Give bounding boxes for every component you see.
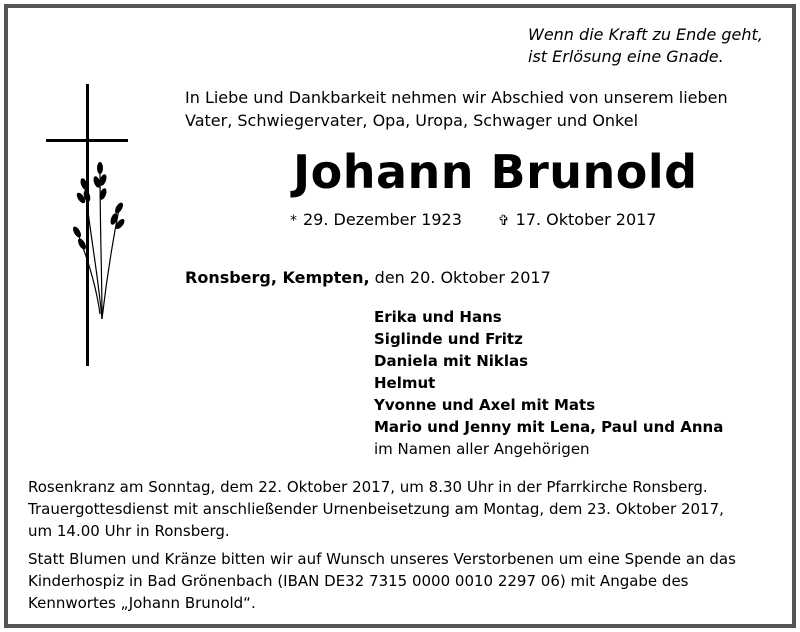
death-date: 17. Oktober 2017 bbox=[515, 210, 657, 229]
family-member: Daniela mit Niklas bbox=[374, 352, 529, 370]
family-list bbox=[374, 306, 723, 460]
donation-line: Kinderhospiz in Bad Grönenbach (IBAN DE32 7315 0000 0010 2297 06) mit Angabe des bbox=[28, 572, 689, 590]
bottom-text bbox=[28, 476, 776, 614]
birth-date: 29. Dezember 1923 bbox=[303, 210, 462, 229]
donation-line: Kennwortes „Johann Brunold“. bbox=[28, 594, 256, 612]
birth-symbol: * bbox=[290, 213, 297, 229]
family-member: Mario und Jenny mit Lena, Paul und Anna bbox=[374, 418, 724, 436]
deceased-name: Johann Brunold bbox=[293, 145, 698, 199]
intro-line: In Liebe und Dankbarkeit nehmen wir Abschied von unserem lieben bbox=[185, 88, 728, 107]
donation-info bbox=[28, 548, 776, 614]
quote-line: Wenn die Kraft zu Ende geht, bbox=[528, 25, 763, 44]
cross-with-wheat-icon bbox=[40, 84, 140, 374]
family-member: Helmut bbox=[374, 374, 436, 392]
life-dates bbox=[290, 208, 656, 233]
service-line: Trauergottesdienst mit anschließender Urnenbeisetzung am Montag, dem 23. Oktober 2017, bbox=[28, 500, 724, 518]
family-member: Siglinde und Fritz bbox=[374, 330, 523, 348]
quote-line: ist Erlösung eine Gnade. bbox=[528, 47, 724, 66]
place-and-date bbox=[185, 266, 551, 290]
place-towns: Ronsberg, Kempten, bbox=[185, 268, 370, 287]
intro-line: Vater, Schwiegervater, Opa, Uropa, Schwager und Onkel bbox=[185, 111, 639, 130]
service-info bbox=[28, 476, 776, 542]
family-member: Yvonne und Axel mit Mats bbox=[374, 396, 596, 414]
family-closing: im Namen aller Angehörigen bbox=[374, 440, 590, 458]
notice-date: den 20. Oktober 2017 bbox=[369, 268, 551, 287]
family-member: Erika und Hans bbox=[374, 308, 502, 326]
donation-line: Statt Blumen und Kränze bitten wir auf Wunsch unseres Verstorbenen um eine Spende an das bbox=[28, 550, 736, 568]
intro-text bbox=[185, 86, 785, 132]
death-symbol: ✞ bbox=[497, 213, 510, 229]
service-line: Rosenkranz am Sonntag, dem 22. Oktober 2017, um 8.30 Uhr in der Pfarrkirche Ronsberg. bbox=[28, 478, 708, 496]
quote bbox=[528, 24, 788, 68]
service-line: um 14.00 Uhr in Ronsberg. bbox=[28, 522, 230, 540]
